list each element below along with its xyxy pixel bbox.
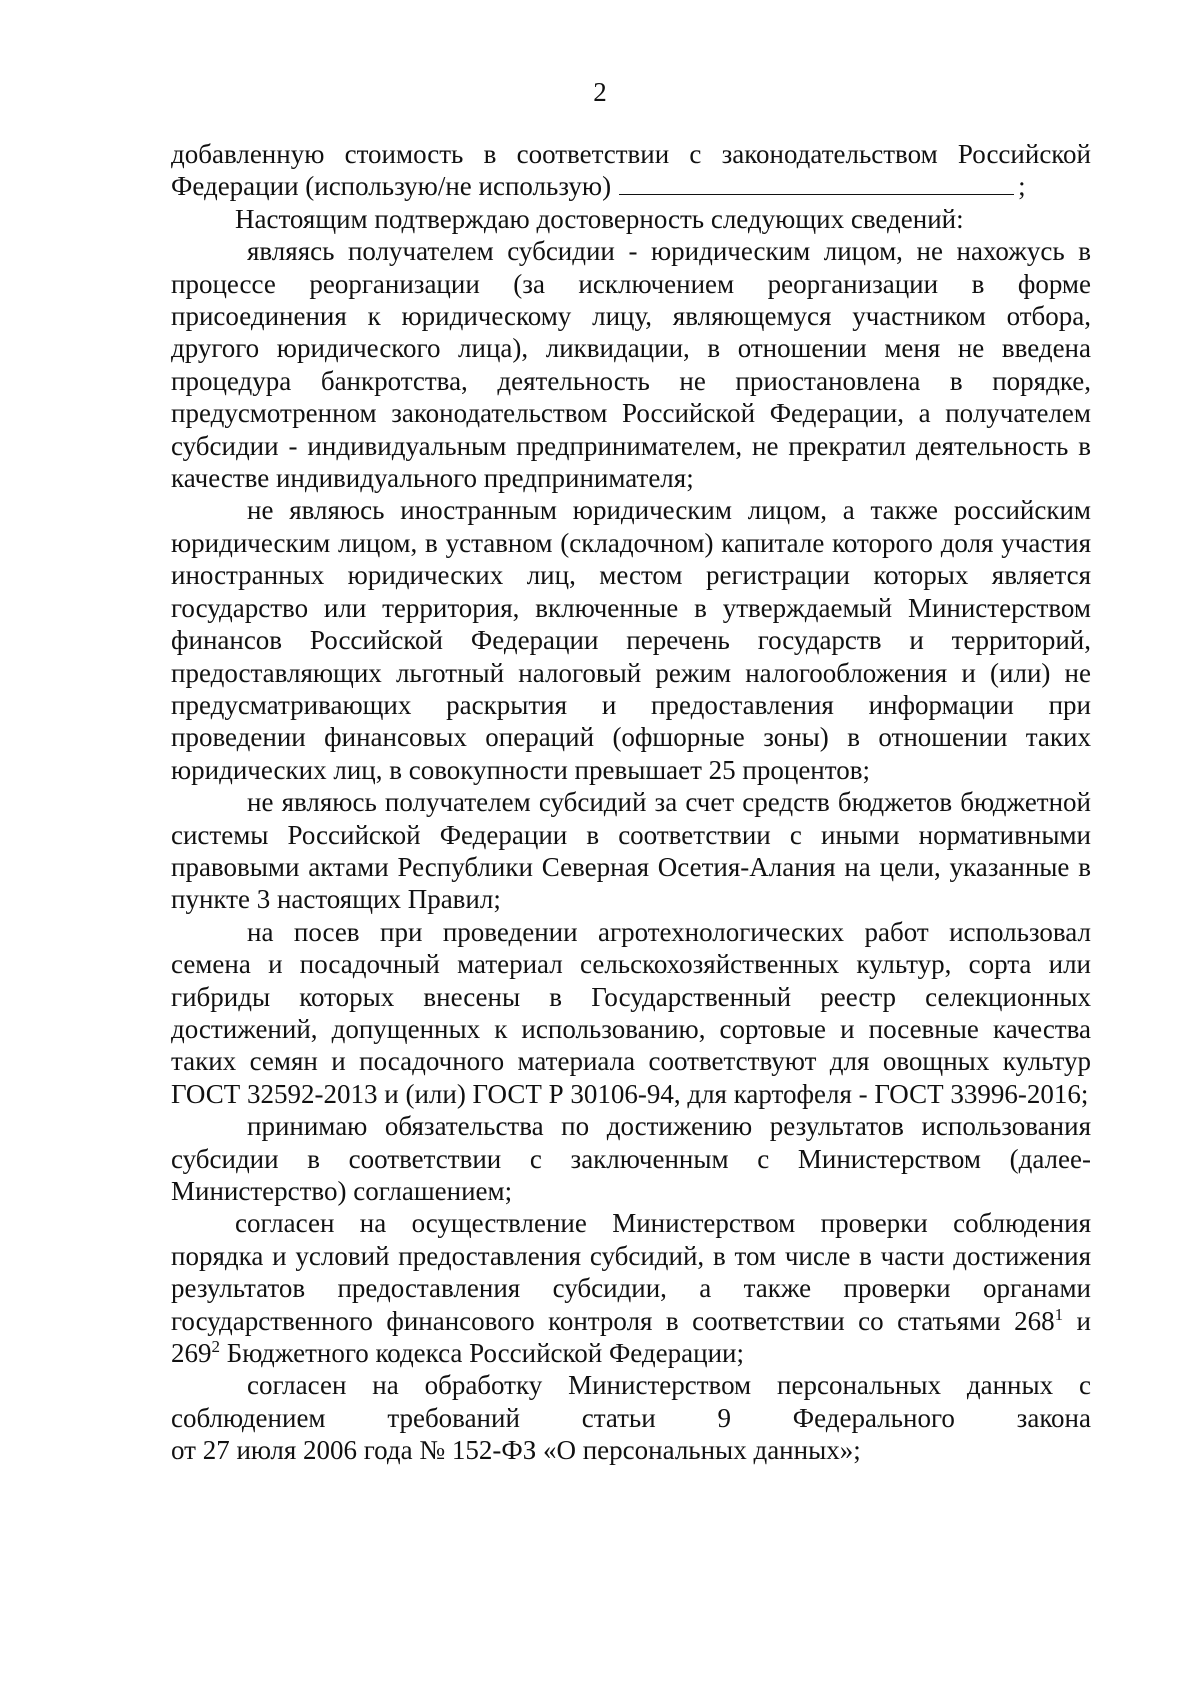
vat-blank-field[interactable] xyxy=(619,172,1014,195)
paragraph-personal-data-consent xyxy=(171,1369,1091,1466)
paragraph-obligations: принимаю обязательства по достижению результатов использования субсидии в соответствии с заключенным с Министерством (далее- Министерство) соглашением; xyxy=(171,1111,1091,1206)
paragraph-inspection-consent xyxy=(171,1207,1091,1369)
vat-line-2-end: ; xyxy=(1018,171,1026,202)
personal-data-text-2: от 27 июля 2006 года № 152-ФЗ «О персональных данных»; xyxy=(171,1435,861,1466)
paragraph-foreign-entity: не являюсь иностранным юридическим лицом, а также российским юридическим лицом, в уставном (складочном) капитале которого доля участия иностранных юридических лиц, местом регистрации которых является государство или территория, включенные в утверждаемый Министерством финансов Российской Федерации перечень государств и территорий, предоставляющих льготный налоговый режим налогообложения и (или) не предусматривающих раскрытия и предоставления информации при проведении финансовых операций (офшорные зоны) в отношении таких юридических лиц, в совокупности превышает 25 процентов; xyxy=(171,495,1091,785)
paragraph-vat xyxy=(171,138,1091,203)
inspection-text-1: согласен на осуществление Министерством проверки соблюдения порядка и условий предоставления субсидий, в том числе в части достижения результатов предоставления субсидии, а также проверки органами государственного финансового контроля в соответствии со статьями 268 xyxy=(171,1208,1091,1336)
paragraph-other-subsidies: не являюсь получателем субсидий за счет средств бюджетов бюджетной системы Российской Федерации в соответствии с иными нормативными правовыми актами Республики Северная Осетия-Алания на цели, указанные в пункте 3 настоящих Правил; xyxy=(171,787,1091,915)
vat-line-2-label: Федерации (использую/не использую) xyxy=(171,171,612,202)
paragraph-seeds: на посев при проведении агротехнологических работ использовал семена и посадочный материал сельскохозяйственных культур, сорта или гибриды которых внесены в Государственный реестр селекционных достижений, допущенных к использованию, сортовые и посевные качества таких семян и посадочного материала соответствуют для овощных культур ГОСТ 32592-2013 и (или) ГОСТ Р 30106-94, для картофеля - ГОСТ 33996-2016; xyxy=(171,916,1091,1109)
personal-data-text-1: согласен на обработку Министерством персональных данных с соблюдением требований статьи 9 Федерального закона xyxy=(171,1370,1091,1433)
inspection-sup-1: 1 xyxy=(1054,1304,1064,1324)
inspection-text-3: Бюджетного кодекса Российской Федерации; xyxy=(220,1338,744,1369)
vat-line-1: добавленную стоимость в соответствии с законодательством Российской xyxy=(171,139,1091,169)
paragraph-confirmation-intro: Настоящим подтверждаю достоверность следующих сведений: xyxy=(235,203,964,234)
paragraph-reorganization: являясь получателем субсидии - юридическим лицом, не нахожусь в процессе реорганизации (за исключением реорганизации в форме присоединения к юридическому лицу, являющемуся участником отбора, другого юридического лица), ликвидации, в отношении меня не введена процедура банкротства, деятельность не приостановлена в порядке, предусмотренном законодательством Российской Федерации, а получателем субсидии - индивидуальным предпринимателем, не прекратил деятельность в качестве индивидуального предпринимателя; xyxy=(171,236,1091,494)
page-number: 2 xyxy=(593,77,607,107)
document-body xyxy=(171,138,1091,1467)
inspection-sup-2: 2 xyxy=(211,1337,220,1357)
inspection-text-2: и 269 xyxy=(171,1305,1091,1369)
